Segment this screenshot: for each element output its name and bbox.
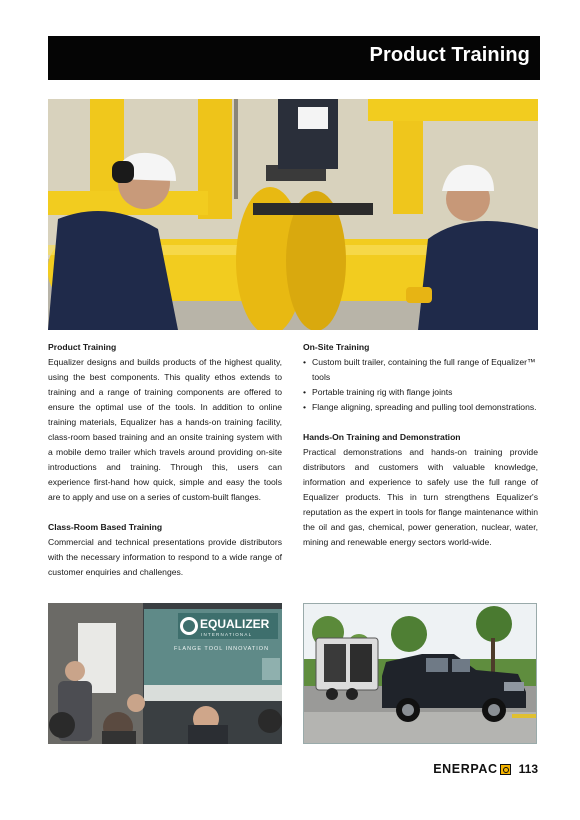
page-title: Product Training: [369, 44, 530, 66]
list-item: • Portable training rig with flange joints: [303, 385, 538, 400]
section-heading-classroom: Class-Room Based Training: [48, 522, 163, 532]
page-number: 113: [518, 762, 538, 776]
classroom-paragraph: Commercial and technical presentations provide distributors with the necessary information to respond to a wide range of customer enquiries and challenges.: [48, 537, 282, 577]
section-heading-hands-on: Hands-On Training and Demonstration: [303, 432, 461, 442]
training-rig-photo: [48, 99, 538, 330]
classroom-photo: [48, 603, 282, 744]
section-heading-product-training: Product Training: [48, 342, 117, 352]
product-training-paragraph: Equalizer designs and builds products of the highest quality, using the best components. This quality ethos extends to training and a range of training components are offered to ensure the optimal use of the tools. In addition to online training materials, Equalizer has a hands-on training facility, class-room based training and an onsite training system with a mobile demo trailer which travels around providing on-site introductions and training. Through this, users can experience first-hand how quick, simple and easy the tools are to apply and use on a series of custom-built flanges.: [48, 357, 282, 502]
header-bar: [48, 36, 540, 80]
hands-on-paragraph: Practical demonstrations and hands-on training provide distributors and customers with valuable knowledge, information and experience to safely use the full range of Equalizer products. This in turn strengthens Equalizer's reputation as the expert in tools for flange maintenance within the oil and gas, chemical, power generation, nuclear, water, mining and renewable energy sectors world-wide.: [303, 447, 538, 547]
section-heading-onsite: On-Site Training: [303, 342, 370, 352]
screen-brand-sub: INTERNATIONAL: [201, 632, 253, 637]
brand-name: ENERPAC: [433, 762, 498, 776]
enerpac-logo-icon: [500, 764, 511, 775]
left-column: [48, 340, 282, 595]
list-item: • Custom built trailer, containing the full range of Equalizer™ tools: [303, 355, 538, 385]
list-item: • Flange aligning, spreading and pulling tool demonstrations.: [303, 400, 538, 415]
page-footer: [433, 762, 538, 776]
onsite-bullet-list: [303, 355, 538, 415]
screen-brand: EQUALIZER: [200, 617, 270, 631]
trailer-truck-photo: [303, 603, 537, 744]
right-column: [303, 340, 538, 565]
screen-tagline: FLANGE TOOL INNOVATION: [174, 646, 270, 652]
